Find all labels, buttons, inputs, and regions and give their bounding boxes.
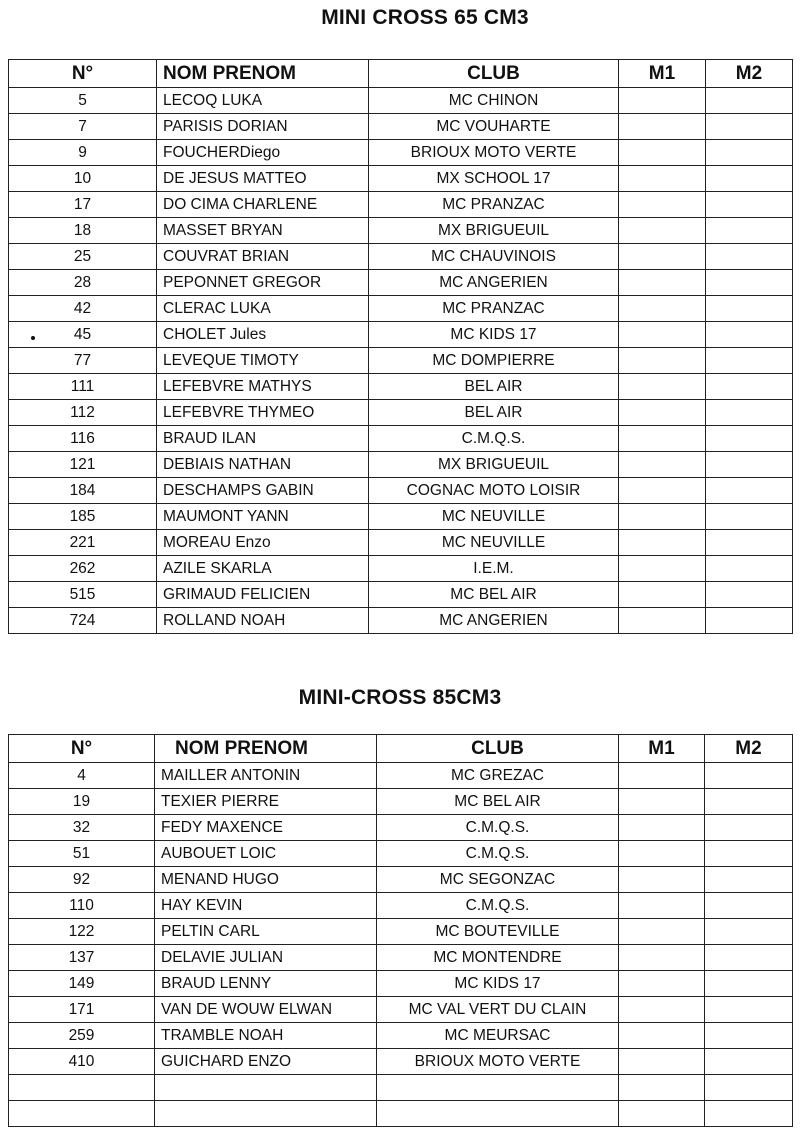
ink-dot xyxy=(31,336,35,340)
header-m2: M2 xyxy=(706,60,793,88)
m1-cell xyxy=(619,841,705,867)
table-row xyxy=(9,530,793,556)
m1-cell xyxy=(619,608,706,634)
header-name: NOM PRENOM xyxy=(157,60,369,88)
m2-cell xyxy=(706,88,793,114)
rider-club: MX BRIGUEUIL xyxy=(369,218,619,244)
rider-name: BRAUD ILAN xyxy=(157,426,369,452)
header-m1: M1 xyxy=(619,735,705,763)
m1-cell xyxy=(619,504,706,530)
rider-number: 110 xyxy=(9,893,155,919)
rider-club: BEL AIR xyxy=(369,400,619,426)
rider-number xyxy=(9,1101,155,1127)
rider-club: MX SCHOOL 17 xyxy=(369,166,619,192)
m1-cell xyxy=(619,1049,705,1075)
rider-number: 7 xyxy=(9,114,157,140)
rider-name: MASSET BRYAN xyxy=(157,218,369,244)
table-row xyxy=(9,348,793,374)
rider-number: 19 xyxy=(9,789,155,815)
header-number: N° xyxy=(9,60,157,88)
rider-club: MC KIDS 17 xyxy=(377,971,619,997)
m2-cell xyxy=(705,997,793,1023)
rider-number: 137 xyxy=(9,945,155,971)
rider-club: MC NEUVILLE xyxy=(369,504,619,530)
rider-name: ROLLAND NOAH xyxy=(157,608,369,634)
m1-cell xyxy=(619,270,706,296)
rider-name: MAILLER ANTONIN xyxy=(155,763,377,789)
rider-club: BEL AIR xyxy=(369,374,619,400)
table-row xyxy=(9,166,793,192)
entry-table-65cc xyxy=(8,59,793,634)
m2-cell xyxy=(705,867,793,893)
rider-number: 18 xyxy=(9,218,157,244)
rider-club: MC PRANZAC xyxy=(369,296,619,322)
rider-name: PEPONNET GREGOR xyxy=(157,270,369,296)
rider-name: TEXIER PIERRE xyxy=(155,789,377,815)
rider-club: MC MONTENDRE xyxy=(377,945,619,971)
m2-cell xyxy=(706,582,793,608)
m2-cell xyxy=(706,192,793,218)
m1-cell xyxy=(619,893,705,919)
m2-cell xyxy=(706,140,793,166)
table-row xyxy=(9,296,793,322)
m2-cell xyxy=(706,504,793,530)
m1-cell xyxy=(619,867,705,893)
m1-cell xyxy=(619,140,706,166)
m2-cell xyxy=(705,1023,793,1049)
rider-name: CHOLET Jules xyxy=(157,322,369,348)
m1-cell xyxy=(619,971,705,997)
table-row xyxy=(9,971,793,997)
header-club: CLUB xyxy=(377,735,619,763)
m2-cell xyxy=(705,945,793,971)
rider-club: MC VAL VERT DU CLAIN xyxy=(377,997,619,1023)
m1-cell xyxy=(619,789,705,815)
rider-name: LECOQ LUKA xyxy=(157,88,369,114)
rider-number: 515 xyxy=(9,582,157,608)
m2-cell xyxy=(706,478,793,504)
table-row xyxy=(9,945,793,971)
rider-name: PELTIN CARL xyxy=(155,919,377,945)
rider-name: HAY KEVIN xyxy=(155,893,377,919)
m1-cell xyxy=(619,244,706,270)
rider-number: 77 xyxy=(9,348,157,374)
table-header-row xyxy=(9,60,793,88)
rider-name: BRAUD LENNY xyxy=(155,971,377,997)
m2-cell xyxy=(706,452,793,478)
rider-name: GUICHARD ENZO xyxy=(155,1049,377,1075)
table-row xyxy=(9,997,793,1023)
entry-table-85cc xyxy=(8,734,793,1127)
rider-club: MC GREZAC xyxy=(377,763,619,789)
rider-number: 410 xyxy=(9,1049,155,1075)
table-row xyxy=(9,218,793,244)
m1-cell xyxy=(619,997,705,1023)
table-header-row xyxy=(9,735,793,763)
table-row xyxy=(9,582,793,608)
m1-cell xyxy=(619,114,706,140)
table-row xyxy=(9,763,793,789)
table-row xyxy=(9,374,793,400)
table-row xyxy=(9,452,793,478)
rider-number: 10 xyxy=(9,166,157,192)
rider-name: COUVRAT BRIAN xyxy=(157,244,369,270)
table-row xyxy=(9,789,793,815)
rider-club: MC BEL AIR xyxy=(377,789,619,815)
rider-club: MC CHINON xyxy=(369,88,619,114)
rider-name: FOUCHERDiego xyxy=(157,140,369,166)
rider-name: LEVEQUE TIMOTY xyxy=(157,348,369,374)
m1-cell xyxy=(619,374,706,400)
rider-club: MX BRIGUEUIL xyxy=(369,452,619,478)
section-title-85cc: MINI-CROSS 85CM3 xyxy=(298,686,502,709)
m1-cell xyxy=(619,1023,705,1049)
table-row xyxy=(9,608,793,634)
rider-name: VAN DE WOUW ELWAN xyxy=(155,997,377,1023)
m2-cell xyxy=(706,322,793,348)
rider-number: 185 xyxy=(9,504,157,530)
rider-club: MC DOMPIERRE xyxy=(369,348,619,374)
section-title-65cc: MINI CROSS 65 CM3 xyxy=(321,6,529,29)
table-row xyxy=(9,270,793,296)
table-row xyxy=(9,192,793,218)
rider-club: MC BEL AIR xyxy=(369,582,619,608)
rider-name: LEFEBVRE MATHYS xyxy=(157,374,369,400)
m2-cell xyxy=(705,815,793,841)
rider-number: 112 xyxy=(9,400,157,426)
table-row xyxy=(9,919,793,945)
header-club: CLUB xyxy=(369,60,619,88)
m1-cell xyxy=(619,192,706,218)
rider-club: MC PRANZAC xyxy=(369,192,619,218)
rider-number: 51 xyxy=(9,841,155,867)
m1-cell xyxy=(619,815,705,841)
rider-club: COGNAC MOTO LOISIR xyxy=(369,478,619,504)
rider-name: DESCHAMPS GABIN xyxy=(157,478,369,504)
table-row xyxy=(9,88,793,114)
m1-cell xyxy=(619,400,706,426)
rider-name: DO CIMA CHARLENE xyxy=(157,192,369,218)
m1-cell xyxy=(619,1101,705,1127)
header-name: NOM PRENOM xyxy=(155,735,377,763)
rider-club: I.E.M. xyxy=(369,556,619,582)
rider-number: 121 xyxy=(9,452,157,478)
rider-club: C.M.Q.S. xyxy=(377,815,619,841)
m1-cell xyxy=(619,296,706,322)
table-row xyxy=(9,867,793,893)
m2-cell xyxy=(705,789,793,815)
rider-number: 25 xyxy=(9,244,157,270)
rider-number: 42 xyxy=(9,296,157,322)
m1-cell xyxy=(619,530,706,556)
m2-cell xyxy=(706,166,793,192)
m2-cell xyxy=(706,400,793,426)
rider-club xyxy=(377,1075,619,1101)
table-row xyxy=(9,322,793,348)
m1-cell xyxy=(619,322,706,348)
m1-cell xyxy=(619,166,706,192)
rider-number: 149 xyxy=(9,971,155,997)
rider-name: MENAND HUGO xyxy=(155,867,377,893)
table-row xyxy=(9,478,793,504)
rider-name: AUBOUET LOIC xyxy=(155,841,377,867)
m2-cell xyxy=(705,1049,793,1075)
m2-cell xyxy=(705,763,793,789)
m1-cell xyxy=(619,348,706,374)
rider-name xyxy=(155,1075,377,1101)
rider-club xyxy=(377,1101,619,1127)
rider-name: FEDY MAXENCE xyxy=(155,815,377,841)
header-m1: M1 xyxy=(619,60,706,88)
rider-club: MC KIDS 17 xyxy=(369,322,619,348)
table-row xyxy=(9,1049,793,1075)
rider-club: BRIOUX MOTO VERTE xyxy=(369,140,619,166)
rider-number: 5 xyxy=(9,88,157,114)
table-row xyxy=(9,556,793,582)
rider-number: 9 xyxy=(9,140,157,166)
table-row xyxy=(9,400,793,426)
m2-cell xyxy=(705,893,793,919)
rider-number: 28 xyxy=(9,270,157,296)
rider-number: 221 xyxy=(9,530,157,556)
rider-name: AZILE SKARLA xyxy=(157,556,369,582)
rider-name: TRAMBLE NOAH xyxy=(155,1023,377,1049)
rider-number: 116 xyxy=(9,426,157,452)
m2-cell xyxy=(706,348,793,374)
header-number: N° xyxy=(9,735,155,763)
m1-cell xyxy=(619,426,706,452)
table-row xyxy=(9,1075,793,1101)
m2-cell xyxy=(706,530,793,556)
rider-club: MC SEGONZAC xyxy=(377,867,619,893)
table-row xyxy=(9,140,793,166)
rider-club: MC NEUVILLE xyxy=(369,530,619,556)
m2-cell xyxy=(706,244,793,270)
rider-number: 262 xyxy=(9,556,157,582)
table-row xyxy=(9,841,793,867)
table-row xyxy=(9,244,793,270)
rider-number: 32 xyxy=(9,815,155,841)
table-row xyxy=(9,815,793,841)
m2-cell xyxy=(706,608,793,634)
m1-cell xyxy=(619,452,706,478)
rider-name: GRIMAUD FELICIEN xyxy=(157,582,369,608)
m2-cell xyxy=(705,1101,793,1127)
m1-cell xyxy=(619,218,706,244)
rider-name: PARISIS DORIAN xyxy=(157,114,369,140)
m1-cell xyxy=(619,1075,705,1101)
rider-number: 17 xyxy=(9,192,157,218)
m1-cell xyxy=(619,478,706,504)
rider-number: 724 xyxy=(9,608,157,634)
rider-name: DELAVIE JULIAN xyxy=(155,945,377,971)
header-m2: M2 xyxy=(705,735,793,763)
rider-name xyxy=(155,1101,377,1127)
m2-cell xyxy=(705,1075,793,1101)
m1-cell xyxy=(619,556,706,582)
rider-name: MOREAU Enzo xyxy=(157,530,369,556)
rider-club: MC ANGERIEN xyxy=(369,608,619,634)
rider-name: CLERAC LUKA xyxy=(157,296,369,322)
m2-cell xyxy=(706,296,793,322)
rider-name: LEFEBVRE THYMEO xyxy=(157,400,369,426)
rider-name: DEBIAIS NATHAN xyxy=(157,452,369,478)
rider-number: 259 xyxy=(9,1023,155,1049)
rider-club: C.M.Q.S. xyxy=(377,893,619,919)
rider-club: MC VOUHARTE xyxy=(369,114,619,140)
rider-number: 111 xyxy=(9,374,157,400)
rider-number: 4 xyxy=(9,763,155,789)
m2-cell xyxy=(706,556,793,582)
table-row xyxy=(9,426,793,452)
rider-name: MAUMONT YANN xyxy=(157,504,369,530)
rider-number: 171 xyxy=(9,997,155,1023)
m2-cell xyxy=(706,218,793,244)
m1-cell xyxy=(619,582,706,608)
m2-cell xyxy=(705,919,793,945)
rider-club: MC ANGERIEN xyxy=(369,270,619,296)
table-row xyxy=(9,114,793,140)
rider-number: 92 xyxy=(9,867,155,893)
rider-number xyxy=(9,1075,155,1101)
m1-cell xyxy=(619,763,705,789)
rider-number: 122 xyxy=(9,919,155,945)
rider-club: MC CHAUVINOIS xyxy=(369,244,619,270)
table-row xyxy=(9,1101,793,1127)
m2-cell xyxy=(706,114,793,140)
rider-club: C.M.Q.S. xyxy=(377,841,619,867)
table-row xyxy=(9,504,793,530)
rider-club: MC MEURSAC xyxy=(377,1023,619,1049)
rider-club: BRIOUX MOTO VERTE xyxy=(377,1049,619,1075)
m2-cell xyxy=(705,971,793,997)
table-row xyxy=(9,1023,793,1049)
rider-number: 184 xyxy=(9,478,157,504)
m2-cell xyxy=(706,374,793,400)
m1-cell xyxy=(619,919,705,945)
table-row xyxy=(9,893,793,919)
m1-cell xyxy=(619,88,706,114)
m2-cell xyxy=(706,426,793,452)
rider-number: 45 xyxy=(9,322,157,348)
rider-club: C.M.Q.S. xyxy=(369,426,619,452)
m2-cell xyxy=(705,841,793,867)
rider-name: DE JESUS MATTEO xyxy=(157,166,369,192)
rider-club: MC BOUTEVILLE xyxy=(377,919,619,945)
m1-cell xyxy=(619,945,705,971)
m2-cell xyxy=(706,270,793,296)
